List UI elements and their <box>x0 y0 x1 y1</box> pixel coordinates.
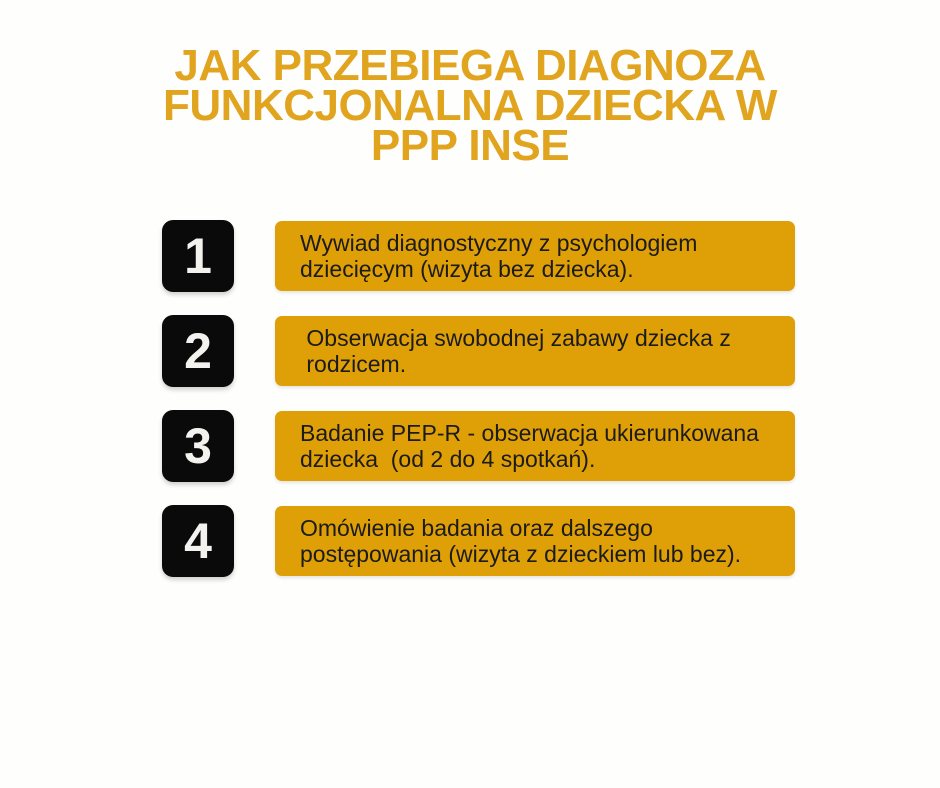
step-row-3 <box>162 410 795 482</box>
step-row-4 <box>162 505 795 577</box>
step-1-number-badge: 1 <box>162 220 234 292</box>
poster-title <box>0 41 940 170</box>
step-row-1 <box>162 220 795 292</box>
title-line-1: JAK PRZEBIEGA DIAGNOZA <box>174 41 766 90</box>
title-line-2: FUNKCJONALNA DZIECKA W <box>163 81 777 130</box>
step-3-text-line-2: dziecka (od 2 do 4 spotkań). <box>300 446 596 472</box>
steps-list <box>162 220 795 600</box>
step-3-number-badge: 3 <box>162 410 234 482</box>
step-row-2 <box>162 315 795 387</box>
step-4-text-line-1: Omówienie badania oraz dalszego <box>300 515 653 541</box>
title-line-3: PPP INSE <box>370 121 570 170</box>
step-4-text-line-2: postępowania (wizyta z dzieckiem lub bez). <box>300 541 742 567</box>
step-2-description-bar <box>275 316 795 386</box>
step-1-text-line-2: dziecięcym (wizyta bez dziecka). <box>300 256 634 282</box>
step-3-description-bar <box>275 411 795 481</box>
step-1-text-line-1: Wywiad diagnostyczny z psychologiem <box>300 230 698 256</box>
step-2-number-badge: 2 <box>162 315 234 387</box>
step-1-description-bar <box>275 221 795 291</box>
step-4-description-bar <box>275 506 795 576</box>
step-2-text-line-2: rodzicem. <box>300 351 407 377</box>
step-4-number-badge: 4 <box>162 505 234 577</box>
step-2-text-line-1: Obserwacja swobodnej zabawy dziecka z <box>300 325 731 351</box>
step-3-text-line-1: Badanie PEP-R - obserwacja ukierunkowana <box>300 420 759 446</box>
